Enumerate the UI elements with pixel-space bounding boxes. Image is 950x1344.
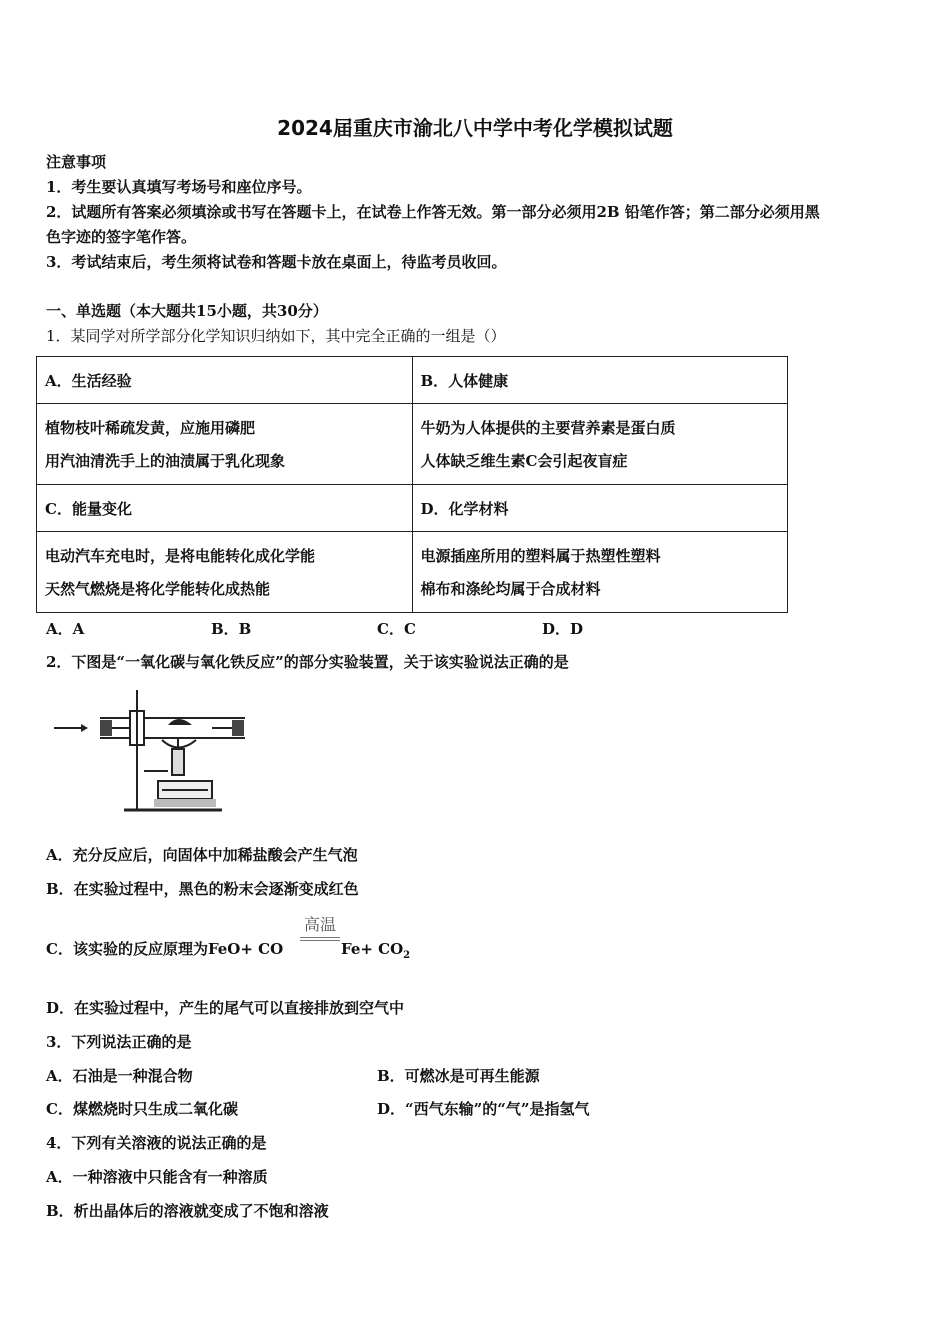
q1-table-d-line: 棉布和涤纶均属于合成材料: [420, 580, 601, 598]
q2-stem: 2．下图是“一氧化碳与氧化铁反应”的部分实验装置，关于该实验说法正确的是: [46, 653, 569, 671]
q1-table-c-line: 电动汽车充电时，是将电能转化成化学能: [45, 547, 316, 565]
page-title: 2024届重庆市渝北八中学中考化学模拟试题: [277, 116, 673, 140]
q1-option-c[interactable]: C．C: [377, 620, 416, 638]
q3-option-d[interactable]: D．“西气东输”的“气”是指氢气: [377, 1100, 590, 1118]
q3-option-c[interactable]: C．煤燃烧时只生成二氧化碳: [46, 1100, 238, 1118]
q3-stem: 3．下列说法正确的是: [46, 1033, 192, 1051]
q1-option-d[interactable]: D．D: [542, 620, 584, 638]
q4-stem: 4．下列有关溶液的说法正确的是: [46, 1134, 267, 1152]
notice-item-3: 3．考试结束后，考生须将试卷和答题卡放在桌面上，待监考员收回。: [46, 253, 507, 271]
section-heading: 一、单选题（本大题共15小题，共30分）: [46, 302, 328, 320]
q4-option-b[interactable]: B．析出晶体后的溶液就变成了不饱和溶液: [46, 1202, 329, 1220]
q1-table-a-line: 用汽油清洗手上的油渍属于乳化现象: [45, 452, 286, 470]
condition-label: 高温: [303, 915, 336, 934]
notice-heading: 注意事项: [46, 153, 107, 171]
q1-table-a-body: [37, 404, 413, 485]
q1-option-b[interactable]: B．B: [211, 620, 252, 638]
q1-table-d-line: 电源插座所用的塑料属于热塑性塑料: [420, 547, 661, 565]
apparatus-diagram: [50, 685, 250, 815]
q2-option-c-left: C．该实验的反应原理为FeO+ CO: [46, 940, 284, 958]
q1-table-b-head: B．人体健康: [412, 357, 788, 404]
q3-option-b[interactable]: B．可燃冰是可再生能源: [377, 1067, 540, 1085]
q1-table-d-head: D．化学材料: [412, 485, 788, 532]
q2-option-c-subscript: 2: [403, 950, 411, 961]
q1-stem: 1．某同学对所学部分化学知识归纳如下，其中完全正确的一组是（）: [46, 327, 506, 345]
q1-table-c-body: [37, 532, 413, 613]
q1-table-b-body: [412, 404, 788, 485]
q1-knowledge-table: [36, 356, 788, 613]
q1-table-c-head: C．能量变化: [37, 485, 413, 532]
q4-option-a[interactable]: A．一种溶液中只能含有一种溶质: [46, 1168, 268, 1186]
reaction-condition: [300, 912, 340, 941]
notice-item-2-cont: 色字迹的签字笔作答。: [46, 228, 197, 246]
q1-table-b-line: 人体缺乏维生素C会引起夜盲症: [420, 452, 628, 470]
notice-item-1: 1．考生要认真填写考场号和座位序号。: [46, 178, 312, 196]
notice-item-2: 2．试题所有答案必须填涂或书写在答题卡上，在试卷上作答无效。第一部分必须用2B 铅笔作答；第二部分必须用黑: [46, 203, 820, 221]
q1-table-b-line: 牛奶为人体提供的主要营养素是蛋白质: [420, 419, 676, 437]
q2-option-c-right: Fe+ CO: [341, 940, 404, 958]
q1-option-a[interactable]: A．A: [46, 620, 85, 638]
q1-table-d-body: [412, 532, 788, 613]
q2-option-c-product: [341, 939, 410, 966]
q2-option-d[interactable]: D．在实验过程中，产生的尾气可以直接排放到空气中: [46, 999, 405, 1017]
equation-double-line: [300, 937, 340, 941]
q3-option-a[interactable]: A．石油是一种混合物: [46, 1067, 193, 1085]
q1-table-a-head: A．生活经验: [37, 357, 413, 404]
q2-option-a[interactable]: A．充分反应后，向固体中加稀盐酸会产生气泡: [46, 846, 358, 864]
q2-option-b[interactable]: B．在实验过程中，黑色的粉末会逐渐变成红色: [46, 880, 359, 898]
q1-table-c-line: 天然气燃烧是将化学能转化成热能: [45, 580, 271, 598]
q1-table-a-line: 植物枝叶稀疏发黄，应施用磷肥: [45, 419, 256, 437]
q2-option-c[interactable]: [46, 939, 283, 959]
